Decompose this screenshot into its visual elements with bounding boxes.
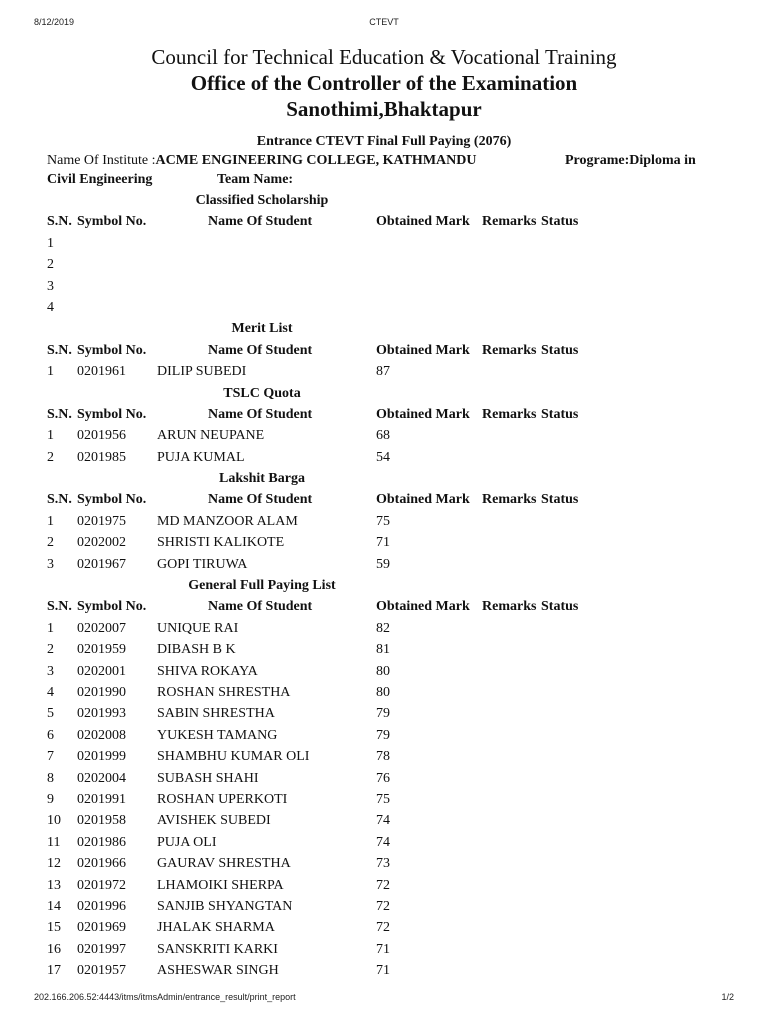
- cell-sn: 7: [47, 749, 54, 765]
- office-title: Office of the Controller of the Examination: [190, 71, 578, 95]
- print-footer: [0, 992, 768, 1006]
- cell-sn: 4: [47, 299, 54, 315]
- cell-sn: 5: [47, 706, 54, 722]
- table-row: [47, 960, 727, 981]
- cell-sn: 1: [47, 235, 54, 251]
- cell-sn: 9: [47, 791, 54, 807]
- table-row: [47, 768, 727, 789]
- document-titles: [0, 44, 768, 122]
- cell-sn: 8: [47, 770, 54, 786]
- section-title: Merit List: [231, 321, 293, 337]
- table-row: [47, 276, 727, 297]
- cell-symbol: 0201997: [77, 941, 126, 957]
- table-row: [47, 810, 727, 831]
- cell-name: GOPI TIRUWA: [157, 556, 248, 572]
- cell-name: SHIVA ROKAYA: [157, 663, 258, 679]
- cell-symbol: 0201996: [77, 898, 126, 914]
- cell-name: AVISHEK SUBEDI: [157, 813, 271, 829]
- cell-name: ASHESWAR SINGH: [157, 963, 279, 979]
- cell-sn: 15: [47, 920, 61, 936]
- table-header: [47, 489, 727, 510]
- table-row: [47, 361, 727, 382]
- result-sections: [47, 190, 727, 981]
- column-remarks: Remarks: [482, 406, 537, 422]
- cell-symbol: 0201975: [77, 513, 126, 529]
- cell-name: JHALAK SHARMA: [157, 920, 275, 936]
- cell-mark: 82: [376, 620, 390, 636]
- cell-name: SHAMBHU KUMAR OLI: [157, 749, 310, 765]
- cell-symbol: 0201958: [77, 813, 126, 829]
- cell-sn: 11: [47, 834, 61, 850]
- report-subtitle: Entrance CTEVT Final Full Paying (2076): [256, 134, 512, 149]
- column-mark: Obtained Mark: [376, 492, 470, 508]
- cell-name: DIBASH B K: [157, 642, 236, 658]
- cell-name: SANJIB SHYANGTAN: [157, 898, 293, 914]
- cell-sn: 10: [47, 813, 61, 829]
- column-symbol: Symbol No.: [77, 214, 147, 230]
- column-sn: S.N.: [47, 342, 72, 358]
- column-mark: Obtained Mark: [376, 599, 470, 615]
- cell-mark: 72: [376, 877, 390, 893]
- column-status: Status: [541, 406, 579, 422]
- print-url: 202.166.206.52:4443/itms/itmsAdmin/entrance_result/print_report: [34, 992, 296, 1002]
- table-row: [47, 682, 727, 703]
- print-header: [0, 17, 768, 31]
- print-date: 8/12/2019: [34, 17, 75, 27]
- cell-mark: 54: [376, 449, 390, 465]
- cell-mark: 75: [376, 513, 390, 529]
- table-row: [47, 554, 727, 575]
- cell-sn: 6: [47, 727, 54, 743]
- column-mark: Obtained Mark: [376, 342, 470, 358]
- cell-sn: 2: [47, 449, 54, 465]
- column-symbol: Symbol No.: [77, 406, 147, 422]
- cell-name: SUBASH SHAHI: [157, 770, 259, 786]
- cell-name: PUJA OLI: [157, 834, 217, 850]
- table-row: [47, 746, 727, 767]
- cell-mark: 72: [376, 920, 390, 936]
- table-row: [47, 297, 727, 318]
- table-row: [47, 254, 727, 275]
- cell-name: LHAMOIKI SHERPA: [157, 877, 284, 893]
- cell-mark: 74: [376, 813, 390, 829]
- column-remarks: Remarks: [482, 599, 537, 615]
- column-name: Name Of Student: [208, 492, 313, 508]
- cell-symbol: 0201966: [77, 856, 126, 872]
- column-status: Status: [541, 599, 579, 615]
- cell-mark: 68: [376, 428, 390, 444]
- column-mark: Obtained Mark: [376, 214, 470, 230]
- cell-sn: 16: [47, 941, 61, 957]
- cell-mark: 75: [376, 791, 390, 807]
- cell-symbol: 0201969: [77, 920, 126, 936]
- cell-mark: 71: [376, 941, 390, 957]
- section-title: TSLC Quota: [223, 385, 301, 401]
- cell-symbol: 0201959: [77, 642, 126, 658]
- cell-mark: 80: [376, 684, 390, 700]
- cell-symbol: 0201991: [77, 791, 126, 807]
- cell-sn: 2: [47, 535, 54, 551]
- cell-mark: 78: [376, 749, 390, 765]
- table-row: [47, 618, 727, 639]
- table-row: [47, 875, 727, 896]
- programme: [565, 152, 696, 170]
- print-page-title: CTEVT: [369, 17, 399, 27]
- table-row: [47, 853, 727, 874]
- cell-sn: 13: [47, 877, 61, 893]
- report-content: [47, 132, 727, 981]
- cell-mark: 80: [376, 663, 390, 679]
- cell-mark: 74: [376, 834, 390, 850]
- table-row: [47, 511, 727, 532]
- cell-name: SANSKRITI KARKI: [157, 941, 278, 957]
- table-row: [47, 789, 727, 810]
- cell-symbol: 0201985: [77, 449, 126, 465]
- cell-sn: 12: [47, 856, 61, 872]
- cell-symbol: 0201967: [77, 556, 126, 572]
- table-row: [47, 832, 727, 853]
- cell-sn: 2: [47, 642, 54, 658]
- cell-symbol: 0201961: [77, 364, 126, 380]
- institute-label: Name Of Institute :: [47, 153, 156, 168]
- column-remarks: Remarks: [482, 214, 537, 230]
- table-row: [47, 896, 727, 917]
- cell-symbol: 0201956: [77, 428, 126, 444]
- programme-value: Diploma in: [629, 153, 696, 168]
- cell-sn: 3: [47, 663, 54, 679]
- cell-symbol: 0201972: [77, 877, 126, 893]
- column-sn: S.N.: [47, 492, 72, 508]
- cell-symbol: 0201957: [77, 963, 126, 979]
- cell-sn: 14: [47, 898, 61, 914]
- table-row: [47, 532, 727, 553]
- cell-name: ROSHAN UPERKOTI: [157, 791, 288, 807]
- column-remarks: Remarks: [482, 342, 537, 358]
- cell-mark: 71: [376, 535, 390, 551]
- cell-sn: 17: [47, 963, 61, 979]
- table-row: [47, 661, 727, 682]
- section-title: General Full Paying List: [188, 578, 336, 594]
- cell-symbol: 0202004: [77, 770, 126, 786]
- cell-symbol: 0202008: [77, 727, 126, 743]
- table-row: [47, 703, 727, 724]
- table-header: [47, 404, 727, 425]
- cell-mark: 59: [376, 556, 390, 572]
- cell-symbol: 0201986: [77, 834, 126, 850]
- council-title: Council for Technical Education & Vocational Training: [151, 45, 617, 69]
- cell-mark: 79: [376, 727, 390, 743]
- cell-name: ROSHAN SHRESTHA: [157, 684, 291, 700]
- cell-name: GAURAV SHRESTHA: [157, 856, 291, 872]
- column-sn: S.N.: [47, 406, 72, 422]
- location-title: Sanothimi,Bhaktapur: [286, 97, 482, 121]
- table-row: [47, 639, 727, 660]
- table-row: [47, 917, 727, 938]
- cell-sn: 3: [47, 556, 54, 572]
- table-header: [47, 211, 727, 232]
- column-sn: S.N.: [47, 214, 72, 230]
- table-row: [47, 447, 727, 468]
- programme-continued: Civil Engineering: [47, 172, 153, 187]
- column-symbol: Symbol No.: [77, 599, 147, 615]
- cell-symbol: 0201990: [77, 684, 126, 700]
- programme-label: Programe:: [565, 153, 630, 168]
- table-row: [47, 939, 727, 960]
- cell-mark: 76: [376, 770, 390, 786]
- table-header: [47, 340, 727, 361]
- cell-symbol: 0201993: [77, 706, 126, 722]
- column-symbol: Symbol No.: [77, 342, 147, 358]
- institute-name: ACME ENGINEERING COLLEGE, KATHMANDU: [155, 153, 477, 168]
- cell-mark: 79: [376, 706, 390, 722]
- cell-sn: 1: [47, 428, 54, 444]
- institute-line: [47, 152, 727, 170]
- column-symbol: Symbol No.: [77, 492, 147, 508]
- team-name-label: Team Name:: [217, 172, 294, 187]
- column-name: Name Of Student: [208, 214, 313, 230]
- cell-mark: 71: [376, 963, 390, 979]
- column-status: Status: [541, 492, 579, 508]
- section-title: Classified Scholarship: [195, 193, 329, 208]
- table-row: [47, 725, 727, 746]
- cell-name: DILIP SUBEDI: [157, 364, 247, 380]
- cell-symbol: 0202002: [77, 535, 126, 551]
- cell-symbol: 0202001: [77, 663, 126, 679]
- cell-mark: 87: [376, 364, 390, 380]
- cell-name: MD MANZOOR ALAM: [157, 513, 298, 529]
- column-remarks: Remarks: [482, 492, 537, 508]
- cell-mark: 72: [376, 898, 390, 914]
- cell-sn: 1: [47, 364, 54, 380]
- cell-sn: 1: [47, 620, 54, 636]
- cell-sn: 4: [47, 684, 54, 700]
- column-name: Name Of Student: [208, 406, 313, 422]
- column-status: Status: [541, 214, 579, 230]
- column-name: Name Of Student: [208, 599, 313, 615]
- cell-name: SHRISTI KALIKOTE: [157, 535, 285, 551]
- column-sn: S.N.: [47, 599, 72, 615]
- section-title: Lakshit Barga: [219, 471, 305, 487]
- cell-sn: 2: [47, 257, 54, 273]
- cell-name: ARUN NEUPANE: [157, 428, 265, 444]
- column-mark: Obtained Mark: [376, 406, 470, 422]
- cell-name: YUKESH TAMANG: [157, 727, 278, 743]
- cell-mark: 73: [376, 856, 390, 872]
- cell-symbol: 0201999: [77, 749, 126, 765]
- table-header: [47, 596, 727, 617]
- cell-symbol: 0202007: [77, 620, 126, 636]
- table-row: [47, 233, 727, 254]
- page-number: 1/2: [721, 992, 734, 1002]
- cell-name: SABIN SHRESTHA: [157, 706, 275, 722]
- column-name: Name Of Student: [208, 342, 313, 358]
- programme-team-line: [47, 170, 727, 190]
- cell-sn: 3: [47, 278, 54, 294]
- cell-sn: 1: [47, 513, 54, 529]
- cell-name: PUJA KUMAL: [157, 449, 245, 465]
- cell-mark: 81: [376, 642, 390, 658]
- cell-name: UNIQUE RAI: [157, 620, 239, 636]
- table-row: [47, 425, 727, 446]
- column-status: Status: [541, 342, 579, 358]
